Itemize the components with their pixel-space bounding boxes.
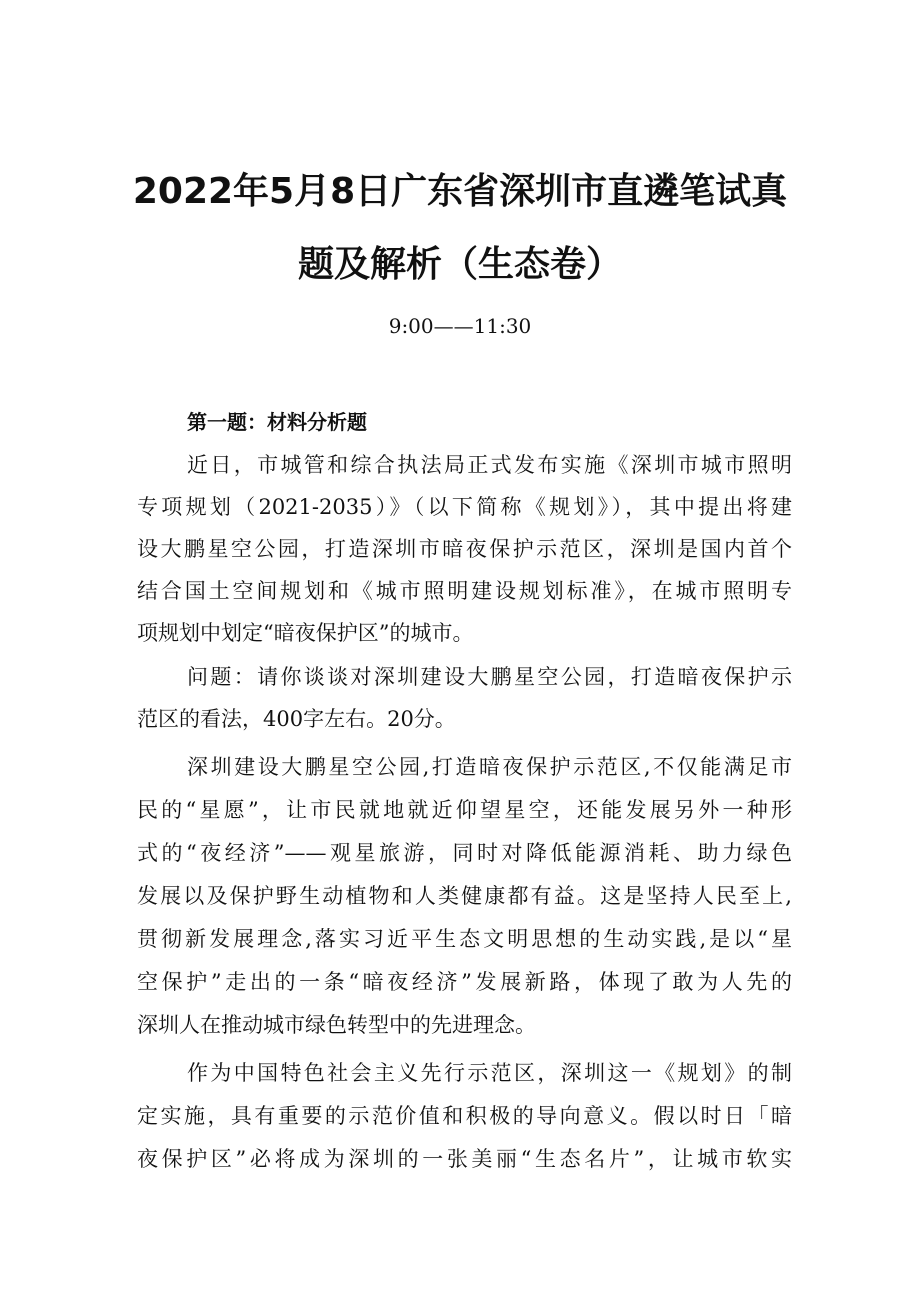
paragraph-line: 范区的看法，400字左右。20分。	[137, 707, 456, 731]
document-title-line-2: 题及解析（生态卷）	[297, 244, 622, 285]
paragraph-line: 结合国土空间规划和《城市照明建设规划标准》，在城市照明专	[137, 579, 792, 603]
paragraph-line: 设大鹏星空公园，打造深圳市暗夜保护示范区，深圳是国内首个	[137, 537, 792, 561]
exam-time: 9:00——11:30	[388, 314, 532, 338]
paragraph-line: 定实施，具有重要的示范价值和积极的导向意义。假以时日「暗	[137, 1104, 792, 1128]
paragraph-line: 发展以及保护野生动植物和人类健康都有益。这是坚持人民至上,	[137, 884, 792, 908]
paragraph-line: 问题：请你谈谈对深圳建设大鹏星空公园，打造暗夜保护示	[187, 665, 792, 689]
paragraph-line: 夜保护区”必将成为深圳的一张美丽“生态名片”，让城市软实	[137, 1147, 792, 1171]
paragraph-line: 民的“星愿”，让市民就地就近仰望星空，还能发展另外一种形	[137, 798, 792, 822]
section-heading: 第一题：材料分析题	[187, 410, 367, 434]
paragraph-line: 式的“夜经济”——观星旅游，同时对降低能源消耗、助力绿色	[137, 841, 792, 865]
paragraph-line: 近日，市城管和综合执法局正式发布实施《深圳市城市照明	[187, 453, 792, 477]
paragraph-line: 专项规划（2021-2035）》（以下简称《规划》），其中提出将建	[137, 495, 792, 519]
paragraph-line: 空保护”走出的一条“暗夜经济”发展新路，体现了敢为人先的	[137, 970, 792, 994]
paragraph-line: 贯彻新发展理念,落实习近平生态文明思想的生动实践,是以“星	[137, 927, 792, 951]
paragraph-line: 作为中国特色社会主义先行示范区，深圳这一《规划》的制	[187, 1061, 792, 1085]
paragraph-line: 深圳建设大鹏星空公园,打造暗夜保护示范区,不仅能满足市	[187, 755, 792, 779]
paragraph-line: 深圳人在推动城市绿色转型中的先进理念。	[137, 1013, 536, 1037]
paragraph-line: 项规划中划定“暗夜保护区”的城市。	[137, 621, 474, 645]
document-title-line-1: 2022年5月8日广东省深圳市直遴笔试真	[132, 171, 788, 212]
